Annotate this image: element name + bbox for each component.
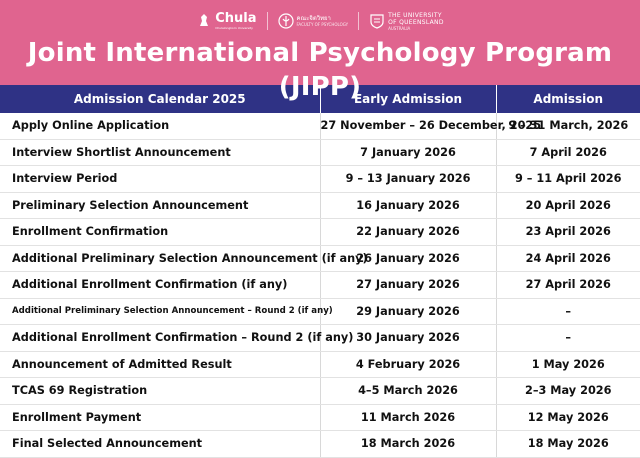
admission-date: 18 May 2026 (496, 431, 640, 458)
admission-date: 23 April 2026 (496, 219, 640, 246)
admission-date: 9 – 31 March, 2026 (496, 113, 640, 139)
logo-divider (267, 12, 268, 30)
early-admission-date: 4–5 March 2026 (320, 378, 496, 405)
early-admission-date: 30 January 2026 (320, 325, 496, 352)
early-admission-date: 27 January 2026 (320, 272, 496, 299)
row-label: Additional Enrollment Confirmation – Round 2 (if any) (0, 325, 320, 352)
admission-date: 20 April 2026 (496, 192, 640, 219)
table-row (0, 378, 640, 405)
admission-date: 9 – 11 April 2026 (496, 166, 640, 193)
early-admission-date: 9 – 13 January 2026 (320, 166, 496, 193)
logo-divider (358, 12, 359, 30)
uq-logo (369, 12, 444, 31)
early-admission-date: 18 March 2026 (320, 431, 496, 458)
row-label: Enrollment Confirmation (0, 219, 320, 246)
admission-date: 2–3 May 2026 (496, 378, 640, 405)
table-row (0, 219, 640, 246)
column-header-calendar: Admission Calendar 2025 (0, 85, 320, 113)
row-label: Announcement of Admitted Result (0, 351, 320, 378)
psychology-faculty-logo (278, 13, 349, 29)
table-row (0, 192, 640, 219)
row-label: Preliminary Selection Announcement (0, 192, 320, 219)
table-row (0, 404, 640, 431)
uq-name-line-2: OF QUEENSLAND (388, 18, 444, 26)
table-row (0, 325, 640, 352)
table-row (0, 431, 640, 458)
admission-date: 7 April 2026 (496, 139, 640, 166)
chula-wordmark: Chula (215, 11, 257, 26)
table-row (0, 166, 640, 193)
admission-date: 24 April 2026 (496, 245, 640, 272)
early-admission-date: 29 January 2026 (320, 298, 496, 325)
chula-subtitle: Chulalongkorn University (215, 26, 253, 30)
admission-date: 1 May 2026 (496, 351, 640, 378)
column-header-admission: Admission (496, 85, 640, 113)
psychology-seal-icon (278, 13, 294, 29)
row-label: Apply Online Application (0, 113, 320, 139)
table-row (0, 298, 640, 325)
psychology-english-name: FACULTY OF PSYCHOLOGY (296, 21, 349, 27)
row-label: Additional Preliminary Selection Announcement (if any) (0, 245, 320, 272)
early-admission-date: 7 January 2026 (320, 139, 496, 166)
row-label: TCAS 69 Registration (0, 378, 320, 405)
early-admission-date: 26 January 2026 (320, 245, 496, 272)
early-admission-date: 4 February 2026 (320, 351, 496, 378)
table-row (0, 272, 640, 299)
row-label: Additional Enrollment Confirmation (if any) (0, 272, 320, 299)
row-label: Additional Preliminary Selection Announcement – Round 2 (if any) (0, 298, 320, 325)
logo-strip (0, 10, 640, 32)
admission-date: 12 May 2026 (496, 404, 640, 431)
table-row (0, 245, 640, 272)
table-row (0, 139, 640, 166)
chula-crest-icon (196, 13, 212, 29)
uq-country: AUSTRALIA (388, 25, 411, 31)
chula-logo (196, 12, 256, 30)
row-label: Interview Shortlist Announcement (0, 139, 320, 166)
column-header-early-admission: Early Admission (320, 85, 496, 113)
uq-crest-icon (369, 13, 385, 29)
row-label: Final Selected Announcement (0, 431, 320, 458)
early-admission-date: 27 November – 26 December, 2025 (320, 113, 496, 139)
admission-date: – (496, 325, 640, 352)
uq-name-line-1: THE UNIVERSITY (388, 11, 442, 19)
admission-calendar-table (0, 85, 640, 458)
row-label: Enrollment Payment (0, 404, 320, 431)
early-admission-date: 22 January 2026 (320, 219, 496, 246)
table-row (0, 351, 640, 378)
admission-date: 27 April 2026 (496, 272, 640, 299)
row-label: Interview Period (0, 166, 320, 193)
early-admission-date: 11 March 2026 (320, 404, 496, 431)
page-title: Joint International Psychology Program (JIPP) (27, 38, 613, 102)
table-row (0, 113, 640, 139)
psychology-thai-name: คณะจิตวิทยา (296, 14, 331, 22)
admission-date: – (496, 298, 640, 325)
early-admission-date: 16 January 2026 (320, 192, 496, 219)
